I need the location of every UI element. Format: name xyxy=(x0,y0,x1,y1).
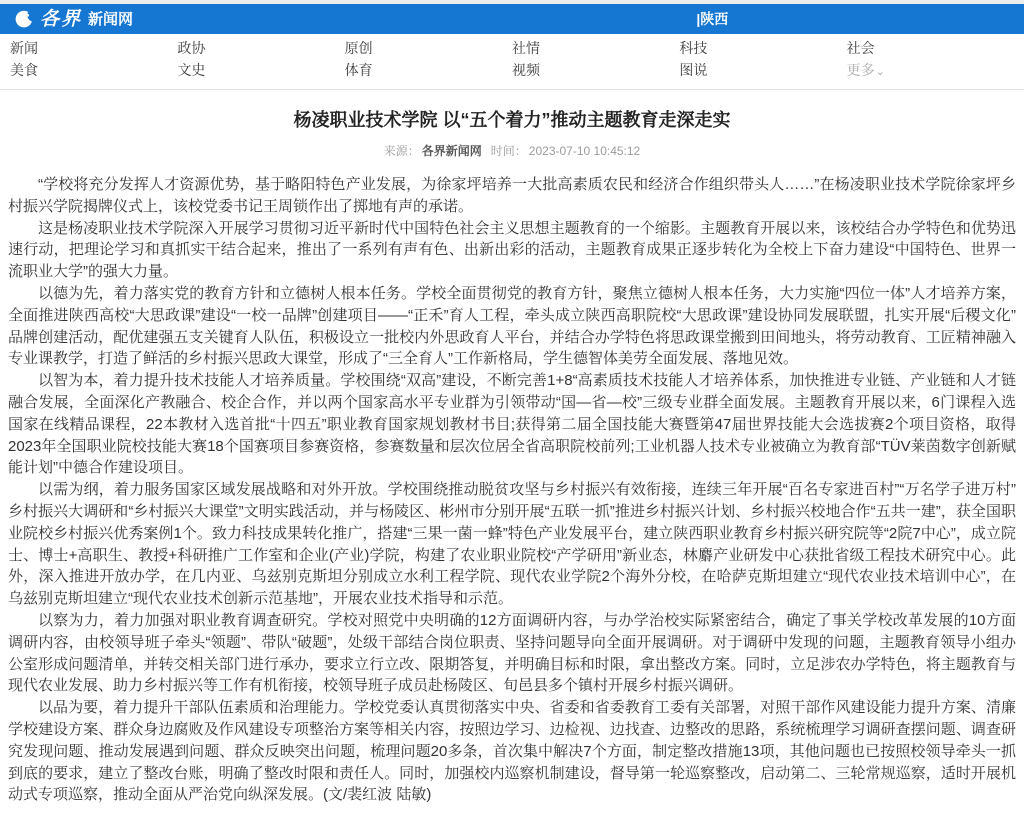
article-paragraph-1: “学校将充分发挥人才资源优势，基于略阳特色产业发展，为徐家坪培养一大批高素质农民和经济合作组织带头人……”在杨凌职业技术学院徐家坪乡村振兴学院揭牌仪式上，该校党委书记王周锁作出了掷地有声的承诺。 xyxy=(8,176,1016,215)
time-label: 时间： xyxy=(490,144,527,158)
chevron-down-icon: ⌄ xyxy=(875,66,885,78)
site-name: 各界 xyxy=(40,8,83,30)
site-logo[interactable] xyxy=(14,9,133,29)
nav-item-pictorial[interactable]: 图说 xyxy=(679,62,708,78)
nav-more-label: 更多 xyxy=(846,62,875,78)
article-paragraph-6: 以察为力，着力加强对职业教育调查研究。学校对照党中央明确的12方面调研内容，与办学治校实际紧密结合，确定了事关学校改革发展的10方面调研内容，由校领导班子牵头“领题”、带队“破题”，处级干部结合岗位职责、坚持问题导向全面开展调研。对于调研中发现的问题，主题教育领导小组办公室形成问题清单，并转交相关部门进行承办，要求立行立改、限期答复，并明确目标和时限，拿出整改方案。同时，立足涉农办学特色，将主题教育与现代农业发展、助力乡村振兴等工作有机衔接，校领导班子成员赴杨陵区、旬邑县多个镇村开展乡村振兴调研。 xyxy=(8,611,1016,695)
site-suffix: 新闻网 xyxy=(88,10,134,28)
nav-item-sports[interactable]: 体育 xyxy=(344,62,373,78)
nav-item-social-sentiment[interactable]: 社情 xyxy=(511,40,540,56)
site-header xyxy=(0,4,1024,34)
article-paragraph-7: 以品为要，着力提升干部队伍素质和治理能力。学校党委认真贯彻落实中央、省委和省委教育工委有关部署，对照干部作风建设能力提升方案、清廉学校建设方案、群众身边腐败及作风建设专项整治方案等相关内容，按照边学习、边检视、边找查、边整改的思路，系统梳理学习调研查摆问题、调查研究发现问题、推动发展遇到问题、群众反映突出问题，梳理问题20多条，首次集中解决7个方面，制定整改措施13项，其他问题也已按照校领导牵头一抓到底的要求，建立了整改台账，明确了整改时限和责任人。同时，加强校内巡察机制建设，督导第一轮巡察整改，启动第二、三轮常规巡察，适时开展机动式专项巡察，推动全面从严治党向纵深发展。(文/裴红波 陆敏) xyxy=(8,699,1016,804)
article-title: 杨凌职业技术学院 以“五个着力”推动主题教育走深走实 xyxy=(293,110,731,130)
crescent-logo-icon xyxy=(14,9,34,29)
article-paragraph-2: 这是杨凌职业技术学院深入开展学习贯彻习近平新时代中国特色社会主义思想主题教育的一个缩影。主题教育开展以来，该校结合办学特色和优势迅速行动，把理论学习和真抓实干结合起来，推出了一系列有声有色、出新出彩的活动，主题教育成果正逐步转化为全校上下奋力建设“中国特色、世界一流职业大学”的强大力量。 xyxy=(8,219,1016,281)
article-page xyxy=(0,90,1024,822)
article-paragraph-3: 以德为先，着力落实党的教育方针和立德树人根本任务。学校全面贯彻党的教育方针，聚焦立德树人根本任务，大力实施“四位一体”人才培养方案，全面推进陕西高校“大思政课”建设“一校一品牌”创建项目——“正禾”育人工程，牵头成立陕西高职院校“大思政课”建设协同发展联盟，扎实开展“后稷文化”品牌创建活动，配优建强五支关键育人队伍，积极设立一批校内外思政育人平台，并结合办学特色将思政课堂搬到田间地头，将劳动教育、工匠精神融入专业课教学，打造了鲜活的乡村振兴思政大课堂，形成了“三全育人”工作新格局，学生德智体美劳全面发展、落地见效。 xyxy=(8,284,1016,368)
nav-item-culture-history[interactable]: 文史 xyxy=(177,62,206,78)
nav-item-more[interactable] xyxy=(847,61,1014,82)
main-nav xyxy=(0,34,1024,90)
source-value: 各界新闻网 xyxy=(421,144,482,158)
article-meta xyxy=(8,142,1016,159)
article-paragraph-4: 以智为本，着力提升技术技能人才培养质量。学校围绕“双高”建设，不断完善1+8“高素质技术技能人才培养体系，加快推进专业链、产业链和人才链融合发展，全面深化产教融合、校企合作，并以两个国家高水平专业群为引领带动“国—省—校”三级专业群全面发展。主题教育开展以来，6门课程入选国家在线精品课程，22本教材入选首批“十四五”职业教育国家规划教材书目;获得第二届全国技能大赛暨第47届世界技能大会选拔赛2个项目资格，取得2023年全国职业院校技能大赛18个国赛项目参赛资格，参赛数量和层次位居全省高职院校前列;工业机器人技术专业被确立为教育部“TÜV莱茵数字创新赋能计划”中德合作建设项目。 xyxy=(8,372,1016,477)
nav-item-cppcc[interactable]: 政协 xyxy=(177,40,206,56)
article-paragraph-5: 以需为纲，着力服务国家区域发展战略和对外开放。学校围绕推动脱贫攻坚与乡村振兴有效衔接，连续三年开展“百名专家进百村”“万名学子进万村”乡村振兴大调研和“乡村振兴大课堂”文明实践活动，并与杨陵区、彬州市分别开展“五联一抓”推进乡村振兴计划、乡村振兴校地合作“五共一建”，获全国职业院校乡村振兴优秀案例1个。致力科技成果转化推广，搭建“三果一菌一蜂”特色产业发展平台，建立陕西职业教育乡村振兴研究院等“2院7中心”，成立院士、博士+高职生、教授+科研推广工作室和企业(产业)学院，构建了农业职业院校“产学研用”新业态，林麝产业研发中心获批省级工程技术研究中心。此外，深入推进开放办学，在几内亚、乌兹别克斯坦分别成立水利工程学院、现代农业学院2个海外分校，在哈萨克斯坦建立“现代农业技术培训中心”，在乌兹别克斯坦建立“现代农业技术创新示范基地”，开展农业技术指导和示范。 xyxy=(8,481,1016,608)
region-label: |陕西 xyxy=(696,11,729,27)
article-body xyxy=(8,174,1016,806)
nav-item-society[interactable]: 社会 xyxy=(846,40,875,56)
nav-item-food[interactable]: 美食 xyxy=(10,62,38,78)
nav-item-tech[interactable]: 科技 xyxy=(679,40,708,56)
source-label: 来源： xyxy=(383,144,420,158)
nav-item-video[interactable]: 视频 xyxy=(511,62,540,78)
nav-item-original[interactable]: 原创 xyxy=(344,40,373,56)
time-value: 2023-07-10 10:45:12 xyxy=(528,144,641,158)
nav-item-news[interactable]: 新闻 xyxy=(10,40,38,56)
